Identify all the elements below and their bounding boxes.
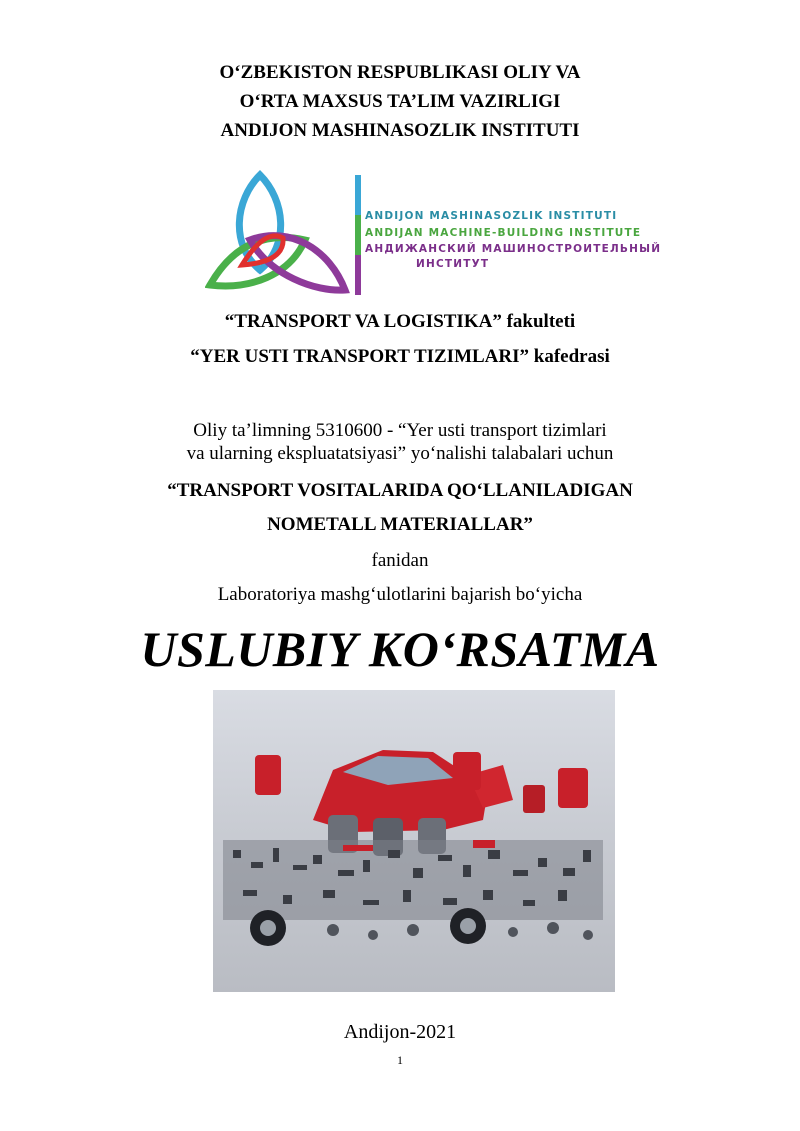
department-name: “YER USTI TRANSPORT TIZIMLARI” kafedrasi bbox=[190, 346, 610, 367]
faculty-name: “TRANSPORT VA LOGISTIKA” fakulteti bbox=[224, 311, 576, 332]
document-title: USLUBIY KO‘RSATMA bbox=[140, 621, 660, 677]
logo-text-ru-1: АНДИЖАНСКИЙ МАШИНОСТРОИТЕЛЬНЫЙ bbox=[365, 243, 662, 255]
logo-text-en: ANDIJAN MACHINE-BUILDING INSTITUTE bbox=[365, 227, 642, 239]
ministry-line-1: O‘ZBEKISTON RESPUBLIKASI OLIY VA bbox=[219, 62, 581, 83]
lab-line: Laboratoriya mashg‘ulotlarini bajarish bo‘yicha bbox=[217, 584, 583, 605]
page-number: 1 bbox=[397, 1053, 403, 1067]
logo-text-uz: ANDIJON MASHINASOZLIK INSTITUTI bbox=[365, 210, 618, 222]
city-year: Andijon-2021 bbox=[343, 1021, 457, 1043]
intro-line-1: Oliy ta’limning 5310600 - “Yer usti transport tizimlari bbox=[193, 420, 607, 441]
ministry-header bbox=[0, 58, 800, 145]
logo-text-ru-2: ИНСТИТУТ bbox=[416, 258, 490, 270]
disassembled-car-parts-photo-icon bbox=[213, 690, 615, 992]
fanidan-label: fanidan bbox=[371, 550, 429, 571]
course-title-line-2: NOMETALL MATERIALLAR” bbox=[267, 514, 533, 535]
intro-line-2: va ularning ekspluatatsiyasi” yo‘nalishi talabalari uchun bbox=[186, 443, 614, 464]
course-title-line-1: “TRANSPORT VOSITALARIDA QO‘LLANILADIGAN bbox=[167, 480, 633, 501]
institute-name: ANDIJON MASHINASOZLIK INSTITUTI bbox=[220, 120, 580, 141]
ministry-line-2: O‘RTA MAXSUS TA’LIM VAZIRLIGI bbox=[239, 91, 561, 112]
